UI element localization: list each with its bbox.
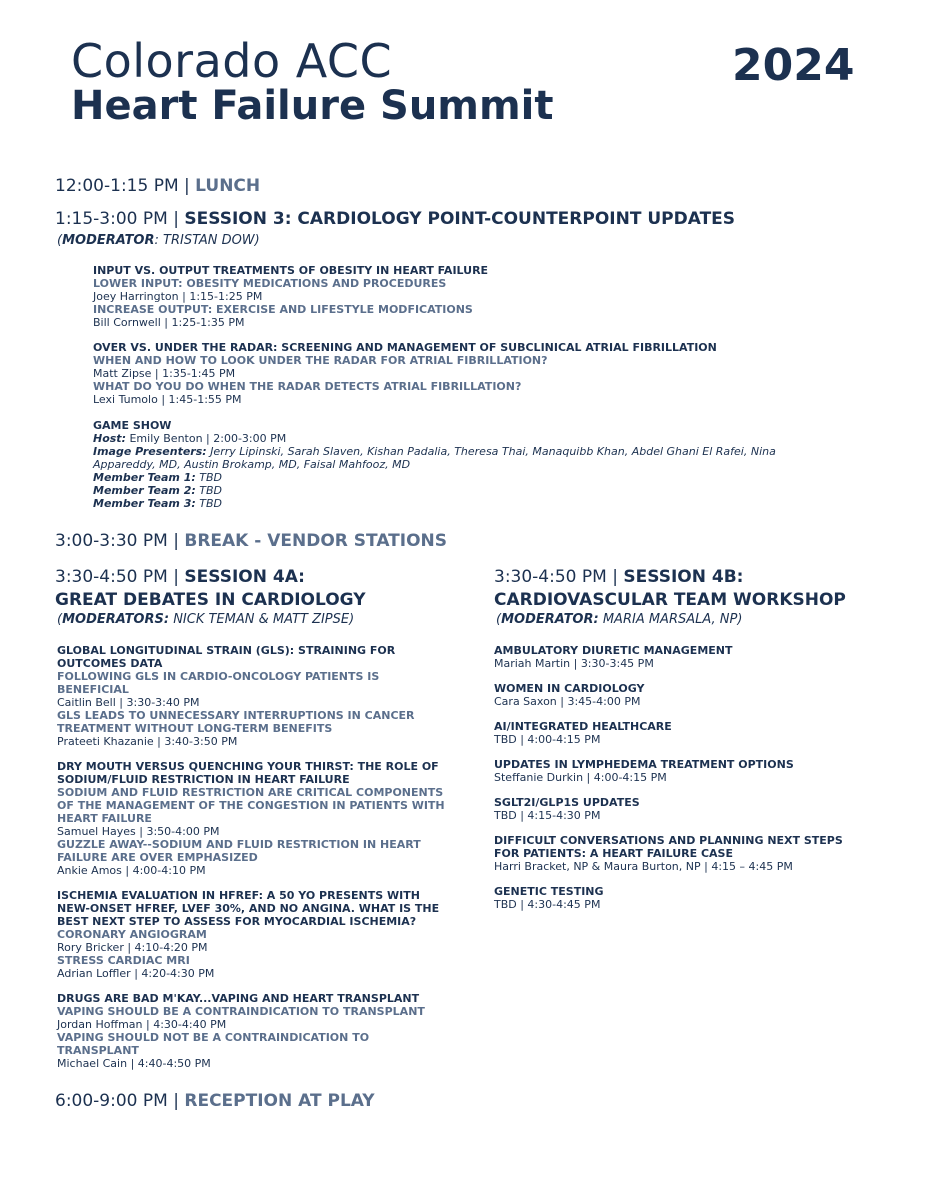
talk-subtitle: OF THE MANAGEMENT OF THE CONGESTION IN PATIENTS WITH [57,799,445,812]
game-show-host: Host: Emily Benton | 2:00-3:00 PM [93,432,287,445]
speaker: Cara Saxon | 3:45-4:00 PM [494,695,641,708]
talk-subtitle: VAPING SHOULD NOT BE A CONTRAINDICATION TO [57,1031,370,1044]
talk-title: GLOBAL LONGITUDINAL STRAIN (GLS): STRAINING FOR [57,644,396,657]
talk-subtitle: TRANSPLANT [57,1044,139,1057]
session3-slot: 1:15-3:00 PM | SESSION 3: CARDIOLOGY POINT-COUNTERPOINT UPDATES [55,209,736,229]
talk-title: FOR PATIENTS: A HEART FAILURE CASE [494,847,733,860]
reception-time: 6:00-9:00 PM [55,1091,168,1111]
talk-title: OVER VS. UNDER THE RADAR: SCREENING AND MANAGEMENT OF SUBCLINICAL ATRIAL FIBRILLATION [93,341,717,354]
talk-subtitle: SODIUM AND FLUID RESTRICTION ARE CRITICAL COMPONENTS [57,786,444,799]
session4a-time: 3:30-4:50 PM [55,567,168,587]
game-show-title: GAME SHOW [93,419,172,432]
session4a-program [57,644,445,1070]
game-show-team1: Member Team 1: TBD [93,471,223,484]
talk-subtitle: CORONARY ANGIOGRAM [57,928,207,941]
talk-title: SODIUM/FLUID RESTRICTION IN HEART FAILURE [57,773,350,786]
game-show-team3: Member Team 3: TBD [93,497,223,510]
speaker: Harri Bracket, NP & Maura Burton, NP | 4:15 – 4:45 PM [494,860,793,873]
speaker: Ankie Amos | 4:00-4:10 PM [57,864,206,877]
speaker: Joey Harrington | 1:15-1:25 PM [93,290,263,303]
speaker: Caitlin Bell | 3:30-3:40 PM [57,696,200,709]
speaker: Samuel Hayes | 3:50-4:00 PM [57,825,220,838]
talk-subtitle: GLS LEADS TO UNNECESSARY INTERRUPTIONS IN CANCER [57,709,415,722]
talk-subtitle: WHEN AND HOW TO LOOK UNDER THE RADAR FOR ATRIAL FIBRILLATION? [93,354,548,367]
talk-title: GENETIC TESTING [494,885,604,898]
talk-subtitle: LOWER INPUT: OBESITY MEDICATIONS AND PROCEDURES [93,277,447,290]
summit-year: 2024 [732,40,855,91]
talk-subtitle: GUZZLE AWAY--SODIUM AND FLUID RESTRICTION IN HEART [57,838,421,851]
speaker: Adrian Loffler | 4:20-4:30 PM [57,967,215,980]
talk-subtitle: STRESS CARDIAC MRI [57,954,190,967]
session4b-moderator: (MODERATOR: MARIA MARSALA, NP) [496,612,743,627]
session4b-program [494,644,843,911]
talk-title: INPUT VS. OUTPUT TREATMENTS OF OBESITY IN HEART FAILURE [93,264,489,277]
speaker: Bill Cornwell | 1:25-1:35 PM [93,316,245,329]
lunch-time: 12:00-1:15 PM [55,176,179,196]
talk-title: AI/INTEGRATED HEALTHCARE [494,720,672,733]
talk-subtitle: WHAT DO YOU DO WHEN THE RADAR DETECTS ATRIAL FIBRILLATION? [93,380,522,393]
talk-subtitle: INCREASE OUTPUT: EXERCISE AND LIFESTYLE MODFICATIONS [93,303,473,316]
lunch-slot: 12:00-1:15 PM | LUNCH [55,176,261,196]
speaker: TBD | 4:15-4:30 PM [494,809,601,822]
session4b-title: CARDIOVASCULAR TEAM WORKSHOP [494,590,846,610]
speaker: Matt Zipse | 1:35-1:45 PM [93,367,236,380]
session4a-label: SESSION 4A: [184,567,305,587]
session4b-slot: 3:30-4:50 PM | SESSION 4B: [494,567,744,587]
game-show-presenters-cont: Appareddy, MD, Austin Brokamp, MD, Faisal Mahfooz, MD [93,458,411,471]
talk-subtitle: VAPING SHOULD BE A CONTRAINDICATION TO TRANSPLANT [57,1005,425,1018]
talk-subtitle: BENEFICIAL [57,683,129,696]
talk-subtitle: TREATMENT WITHOUT LONG-TERM BENEFITS [57,722,333,735]
summit-title-line2: Heart Failure Summit [71,83,554,129]
game-show-team2: Member Team 2: TBD [93,484,223,497]
talk-title: SGLT2I/GLP1S UPDATES [494,796,640,809]
speaker: Prateeti Khazanie | 3:40-3:50 PM [57,735,238,748]
talk-title: AMBULATORY DIURETIC MANAGEMENT [494,644,733,657]
speaker: Lexi Tumolo | 1:45-1:55 PM [93,393,242,406]
session4a-title: GREAT DEBATES IN CARDIOLOGY [55,590,366,610]
session3-time: 1:15-3:00 PM [55,209,168,229]
summit-title-line1: Colorado ACC [71,34,393,88]
game-show-presenters: Image Presenters: Jerry Lipinski, Sarah Slaven, Kishan Padalia, Theresa Thai, Manaquibb Khan, Abdel Ghani El Rafei, Nina [93,445,776,458]
talk-title: NEW-ONSET HFREF, LVEF 30%, AND NO ANGINA. WHAT IS THE [57,902,440,915]
session4a-moderator: (MODERATORS: NICK TEMAN & MATT ZIPSE) [57,612,355,627]
talk-subtitle: FAILURE ARE OVER EMPHASIZED [57,851,258,864]
talk-title: OUTCOMES DATA [57,657,163,670]
talk-title: ISCHEMIA EVALUATION IN HFREF: A 50 YO PRESENTS WITH [57,889,420,902]
session4b-label: SESSION 4B: [623,567,744,587]
session4b-time: 3:30-4:50 PM [494,567,607,587]
talk-title: DRY MOUTH VERSUS QUENCHING YOUR THIRST: THE ROLE OF [57,760,439,773]
break-time: 3:00-3:30 PM [55,531,168,551]
speaker: Steffanie Durkin | 4:00-4:15 PM [494,771,667,784]
talk-subtitle: HEART FAILURE [57,812,152,825]
session4a-slot: 3:30-4:50 PM | SESSION 4A: [55,567,305,587]
talk-title: DIFFICULT CONVERSATIONS AND PLANNING NEXT STEPS [494,834,843,847]
speaker: Jordan Hoffman | 4:30-4:40 PM [57,1018,227,1031]
reception-slot: 6:00-9:00 PM | RECEPTION AT PLAY [55,1091,375,1111]
session3-program [93,264,776,510]
speaker: TBD | 4:00-4:15 PM [494,733,601,746]
talk-title: UPDATES IN LYMPHEDEMA TREATMENT OPTIONS [494,758,794,771]
break-label: BREAK - VENDOR STATIONS [184,531,448,551]
speaker: TBD | 4:30-4:45 PM [494,898,601,911]
session3-title: SESSION 3: CARDIOLOGY POINT-COUNTERPOINT UPDATES [184,209,736,229]
talk-title: WOMEN IN CARDIOLOGY [494,682,645,695]
talk-subtitle: FOLLOWING GLS IN CARDIO-ONCOLOGY PATIENTS IS [57,670,380,683]
talk-title: BEST NEXT STEP TO ASSESS FOR MYOCARDIAL ISCHEMIA? [57,915,417,928]
speaker: Mariah Martin | 3:30-3:45 PM [494,657,654,670]
reception-label: RECEPTION AT PLAY [184,1091,375,1111]
speaker: Michael Cain | 4:40-4:50 PM [57,1057,211,1070]
talk-title: DRUGS ARE BAD M'KAY...VAPING AND HEART TRANSPLANT [57,992,420,1005]
speaker: Rory Bricker | 4:10-4:20 PM [57,941,208,954]
lunch-label: LUNCH [195,176,261,196]
break-slot: 3:00-3:30 PM | BREAK - VENDOR STATIONS [55,531,448,551]
session3-moderator: (MODERATOR: TRISTAN DOW) [57,233,260,248]
